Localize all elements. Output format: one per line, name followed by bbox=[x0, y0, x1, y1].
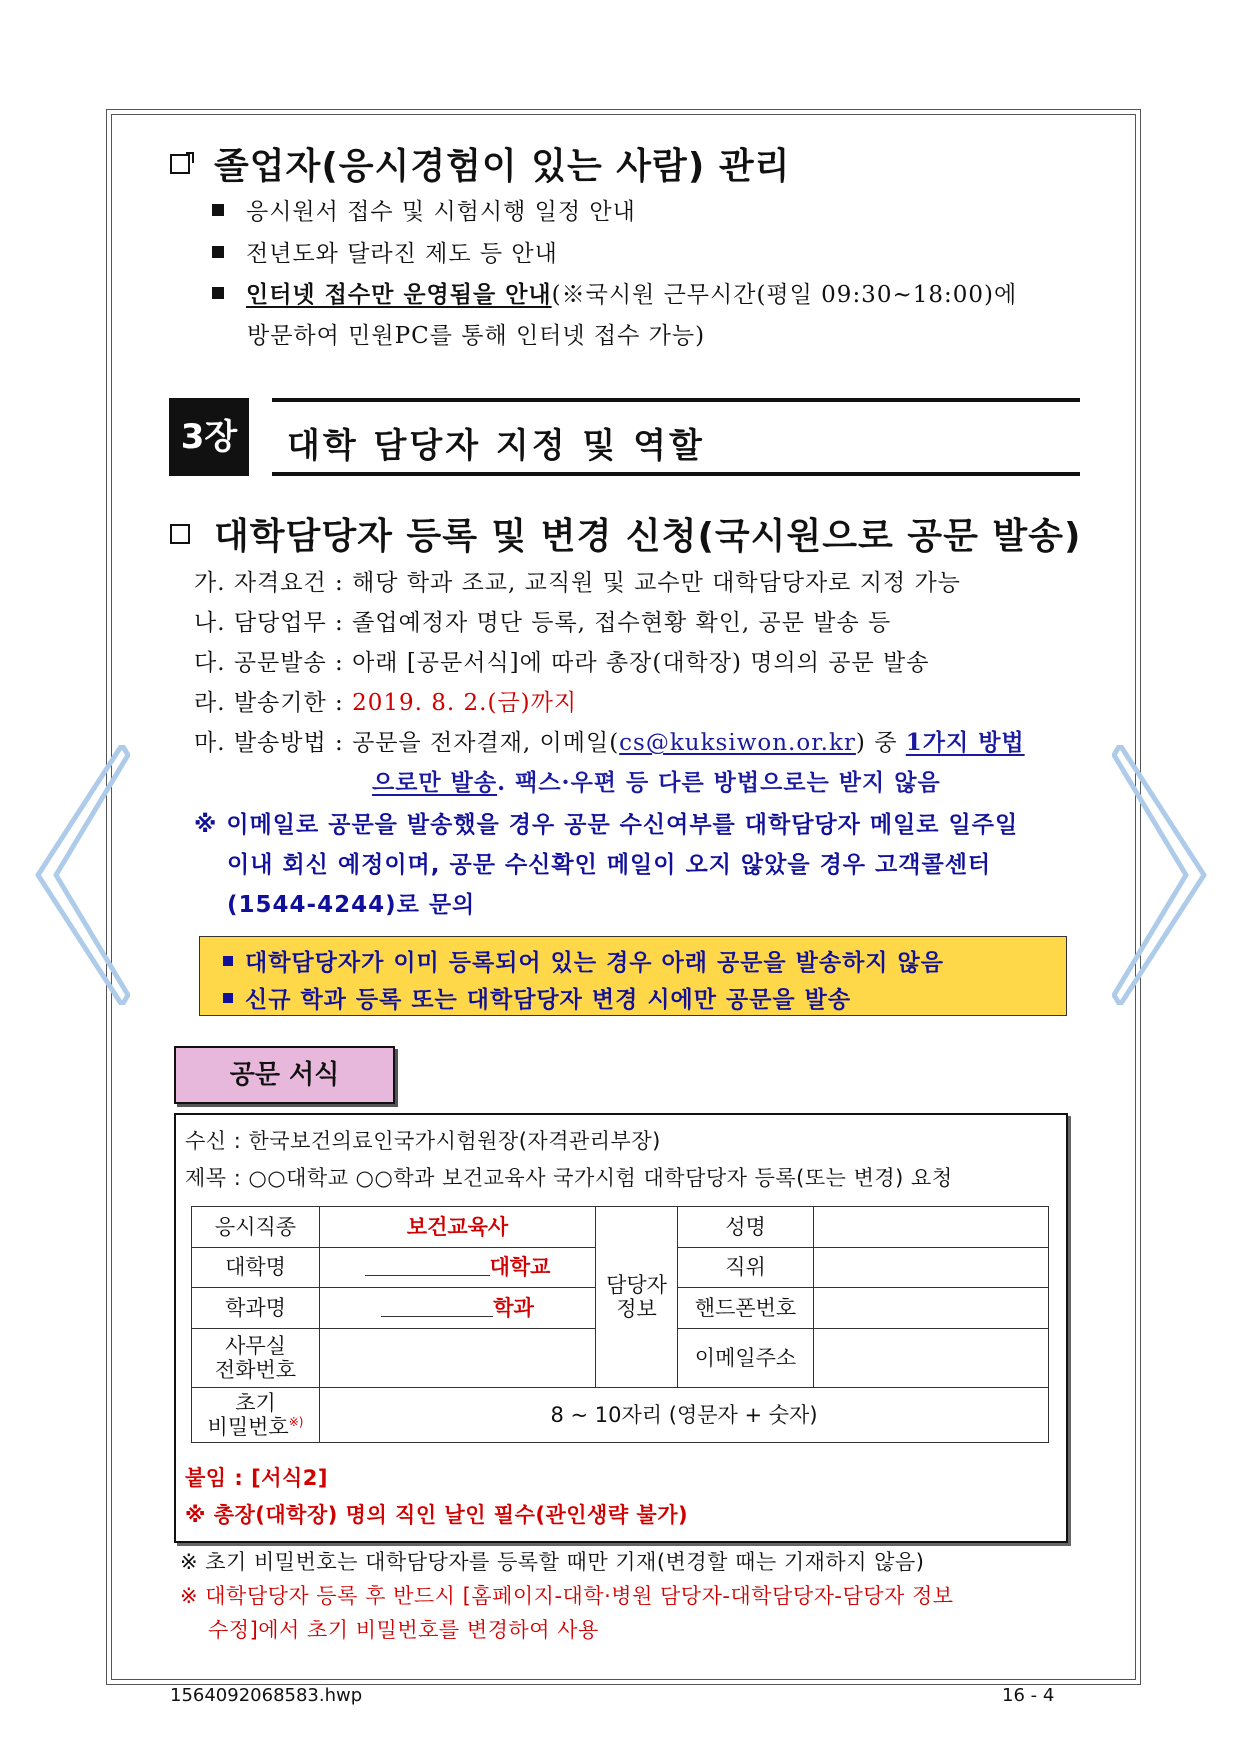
checkbox-square-icon bbox=[170, 524, 190, 544]
univ-value: 대학교 bbox=[320, 1247, 596, 1288]
item-ma-continued: 으로만 발송. 팩스·우편 등 다른 방법으로는 받지 않음 bbox=[372, 769, 941, 796]
univ-label: 대학명 bbox=[192, 1247, 320, 1288]
yellow-line-1: 대학담당자가 이미 등록되어 있는 경우 아래 공문을 발송하지 않음 bbox=[223, 944, 944, 977]
square-bullet-icon bbox=[212, 204, 224, 216]
note-mark: ※) bbox=[288, 1415, 304, 1430]
init-pw-value: 8 ~ 10자리 (영문자 + 숫자) bbox=[320, 1388, 1049, 1443]
item-ma: 마. 발송방법 : 공문을 전자결재, 이메일(cs@kuksiwon.or.kr) 중 1가지 방법 bbox=[194, 729, 1025, 756]
footer-page-number: 16 - 4 bbox=[1002, 1685, 1055, 1706]
yellow-notice-box bbox=[199, 936, 1067, 1016]
office-phone-label: 사무실 전화번호 bbox=[192, 1329, 320, 1388]
form-table bbox=[191, 1206, 1049, 1443]
item-na: 나. 담당업무 : 졸업예정자 명단 등록, 접수현황 확인, 공문 발송 등 bbox=[194, 610, 892, 636]
bullet3-rest-text: (※국시원 근무시간(평일 09:30~18:00)에 bbox=[551, 282, 1018, 308]
chevron-left-icon[interactable] bbox=[30, 745, 130, 1005]
item-da: 다. 공문발송 : 아래 [공문서식]에 따라 총장(대학장) 명의의 공문 발송 bbox=[194, 650, 930, 676]
exam-type-value: 보건교육사 bbox=[320, 1207, 596, 1248]
yellow-line-2: 신규 학과 등록 또는 대학담당자 변경 시에만 공문을 발송 bbox=[223, 981, 851, 1014]
section2-title: 대학담당자 등록 및 변경 신청(국시원으로 공문 발송) bbox=[214, 516, 1082, 557]
section2-heading bbox=[170, 508, 1081, 559]
notice-line-3: (1544-4244)로 문의 bbox=[227, 892, 476, 918]
square-bullet-icon bbox=[212, 246, 224, 258]
chapter-rule-top bbox=[272, 398, 1080, 402]
item-ga: 가. 자격요건 : 해당 학과 조교, 교직원 및 교수만 대학담당자로 지정 가능 bbox=[194, 570, 961, 596]
form-recipient: 수신 : 한국보건의료인국가시험원장(자격관리부장) bbox=[185, 1129, 661, 1153]
footnote-1: ※ 초기 비밀번호는 대학담당자를 등록할 때만 기재(변경할 때는 기재하지 않음) bbox=[180, 1550, 925, 1574]
dept-value: 학과 bbox=[320, 1288, 596, 1329]
mobile-value bbox=[814, 1288, 1049, 1329]
name-value bbox=[814, 1207, 1049, 1248]
chapter-rule-bottom bbox=[272, 472, 1080, 476]
email-link[interactable]: cs@kuksiwon.or.kr bbox=[619, 730, 856, 756]
method-emphasis: 1가지 방법 bbox=[905, 729, 1025, 756]
section1-title: 졸업자(응시경험이 있는 사람) 관리 bbox=[214, 146, 791, 187]
chapter-title: 대학 담당자 지정 및 역할 bbox=[287, 426, 705, 466]
notice-line-2: 이내 회신 예정이며, 공문 수신확인 메일이 오지 않았을 경우 고객콜센터 bbox=[227, 852, 992, 878]
office-phone-value bbox=[320, 1329, 596, 1388]
manager-info-label: 담당자 정보 bbox=[596, 1207, 678, 1388]
table-row bbox=[192, 1207, 1049, 1248]
email-value bbox=[814, 1329, 1049, 1388]
footer-filename: 1564092068583.hwp bbox=[170, 1685, 363, 1706]
position-value bbox=[814, 1247, 1049, 1288]
section1-bullet-2: 전년도와 달라진 제도 등 안내 bbox=[212, 235, 558, 268]
dept-label: 학과명 bbox=[192, 1288, 320, 1329]
name-label: 성명 bbox=[678, 1207, 814, 1248]
form-seal-note: ※ 총장(대학장) 명의 직인 날인 필수(관인생략 불가) bbox=[185, 1503, 689, 1527]
section1-heading bbox=[170, 138, 790, 189]
deadline-value: 2019. 8. 2.(금)까지 bbox=[352, 690, 578, 716]
bullet3-bold-text: 인터넷 접수만 운영됨을 안내 bbox=[246, 281, 552, 308]
footnote-2-line-2: 수정]에서 초기 비밀번호를 변경하여 사용 bbox=[208, 1618, 599, 1642]
footnote-2-line-1: ※ 대학담당자 등록 후 반드시 [홈페이지-대학·병원 담당자-대학담당자-담당자 정보 bbox=[180, 1584, 954, 1608]
init-pw-label: 초기 비밀번호※) bbox=[192, 1388, 320, 1443]
chapter-number-badge: 3장 bbox=[169, 398, 249, 476]
position-label: 직위 bbox=[678, 1247, 814, 1288]
table-row bbox=[192, 1388, 1049, 1443]
form-attachment: 붙임 : [서식2] bbox=[185, 1466, 328, 1490]
document-box-icon bbox=[170, 154, 190, 174]
square-bullet-icon bbox=[223, 993, 233, 1003]
section1-bullet-1: 응시원서 접수 및 시험시행 일정 안내 bbox=[212, 193, 636, 226]
square-bullet-icon bbox=[223, 956, 233, 966]
form-subject: 제목 : ○○대학교 ○○학과 보건교육사 국가시험 대학담당자 등록(또는 변경) 요청 bbox=[185, 1166, 953, 1190]
mobile-label: 핸드폰번호 bbox=[678, 1288, 814, 1329]
chevron-right-icon[interactable] bbox=[1112, 745, 1212, 1005]
square-bullet-icon bbox=[212, 287, 224, 299]
univ-blank bbox=[365, 1257, 490, 1276]
section1-bullet-3 bbox=[212, 276, 1017, 309]
form-tab-label: 공문 서식 bbox=[174, 1046, 395, 1104]
section1-bullet-3-continued: 방문하여 민원PC를 통해 인터넷 접수 가능) bbox=[247, 323, 706, 349]
dept-blank bbox=[381, 1298, 493, 1317]
email-label: 이메일주소 bbox=[678, 1329, 814, 1388]
notice-line-1: ※ 이메일로 공문을 발송했을 경우 공문 수신여부를 대학담당자 메일로 일주일 bbox=[194, 812, 1019, 838]
item-ra: 라. 발송기한 : 2019. 8. 2.(금)까지 bbox=[194, 690, 578, 716]
exam-type-label: 응시직종 bbox=[192, 1207, 320, 1248]
